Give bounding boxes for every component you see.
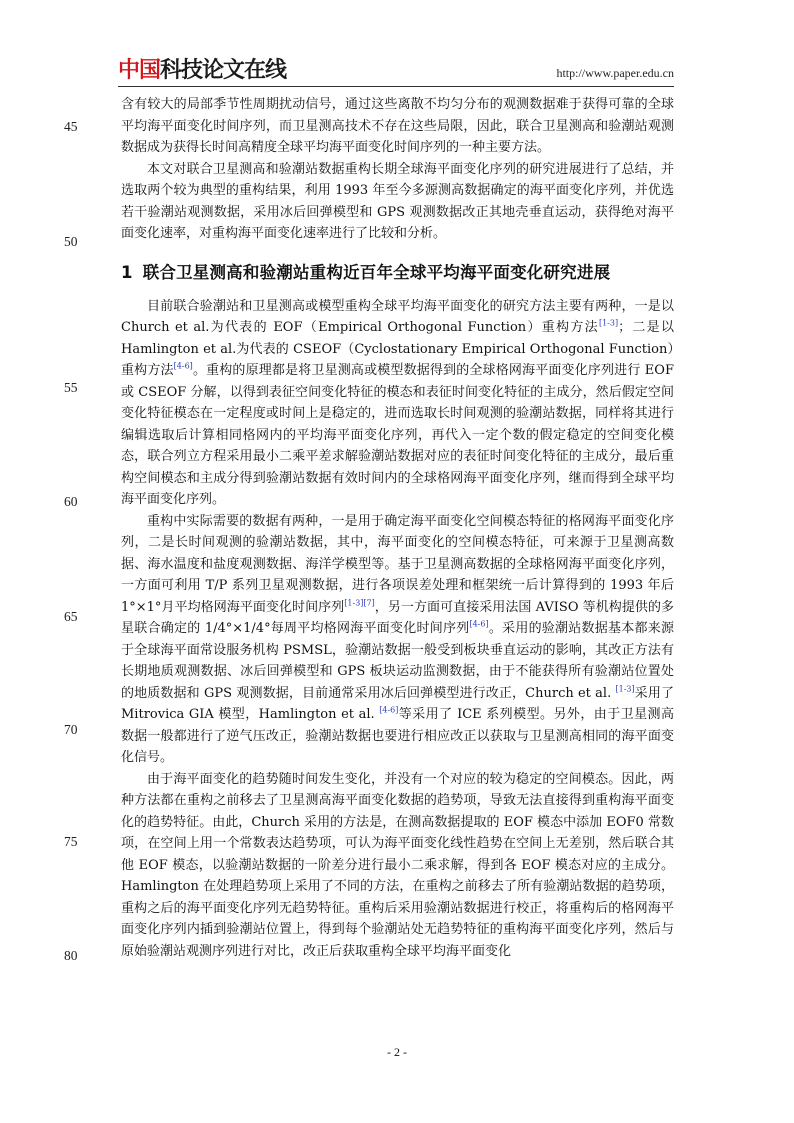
line-number: 45 — [64, 119, 78, 134]
paragraph-methods — [121, 296, 674, 511]
text-run: 目前联合验潮站和卫星测高或模型重构全球平均海平面变化的研究方法主要有两种，一是以 Church et al.为代表的 EOF（Empirical Orthogonal Function）重构方法 — [121, 298, 674, 335]
line-number: 80 — [64, 948, 78, 963]
header-rule — [118, 86, 674, 87]
text-run: 重构中实际需要的数据有两种，一是用于确定海平面变化空间模态特征的格网海平面变化序列，二是长时间观测的验潮站数据，其中，海平面变化的空间模态特征，可来源于卫星测高数据、海水温度和盐度观测数据、海洋学模型等。基于卫星测高数据的全球格网海平面变化序列，一方面可利用 T/P 系列卫星观测数据，进行各项误差处理和框架统一后计算得到的 1993 年后 1°×1°月平均格网海平面变化时间序列 — [121, 513, 674, 615]
text-run: 等采用了 ICE 系列模型。另外，由于卫星测高数据一般都进行了逆气压改正，验潮站数据也要进行相应改正以获取与卫星测高相同的海平面变化信号。 — [121, 707, 674, 765]
text-run: 采用了 Mitrovica GIA 模型，Hamlington et al. — [121, 685, 674, 722]
citation-link[interactable]: [1-3][7] — [344, 598, 375, 608]
line-number: 75 — [64, 834, 78, 849]
paragraph-summary: 本文对联合卫星测高和验潮站数据重构长期全球海平面变化序列的研究进展进行了总结，并选取两个较为典型的重构结果，利用 1993 年至今多源测高数据确定的海平面变化序列，并优选若干验潮站观测数据，采用冰后回弹模型和 GPS 观测数据改正其地壳垂直运动，获得绝对海平面变化速率，对重构海平面变化速率进行了比较和分析。 — [121, 161, 674, 241]
page-number: - 2 - — [387, 1045, 407, 1059]
citation-link[interactable]: [4-6] — [173, 361, 193, 371]
line-number: 60 — [64, 494, 78, 509]
line-number: 50 — [64, 234, 78, 249]
section-number: 1 — [121, 262, 133, 282]
logo-red-text: 中国 — [118, 58, 161, 83]
logo-dark-text: 科技论文在线 — [160, 58, 287, 83]
text-run: 。采用的验潮站数据基本都来源于全球海平面常设服务机构 PSMSL，验潮站数据一般受到板块垂直运动的影响，其改正方法有长期地质观测数据、冰后回弹模型和 GPS 板块运动监测数据，由于不能获得所有验潮站位置处的地质数据和 GPS 观测数据，目前通常采用冰后回弹模型进行改正，Church et al. — [121, 621, 674, 701]
citation-link[interactable]: [4-6] — [379, 705, 399, 715]
paragraph-trend: 由于海平面变化的趋势随时间发生变化，并没有一个对应的较为稳定的空间模态。因此，两种方法都在重构之前移去了卫星测高海平面变化数据的趋势项，导致无法直接得到重构海平面变化的趋势特征。由此，Church 采用的方法是，在测高数据提取的 EOF 模态中添加 EOF0 常数项，在空间上用一个常数表达趋势项，可认为海平面变化线性趋势在空间上无差别，然后联合其他 EOF 模态，以验潮站数据的一阶差分进行最小二乘求解，得到各 EOF 模态对应的主成分。Hamlington 在处理趋势项上采用了不同的方法，在重构之前移去了所有验潮站数据的趋势项，重构之后的海平面变化序列无趋势特征。重构后采用验潮站数据进行校正，将重构后的格网海平面变化序列内插到验潮站位置上，得到每个验潮站处无趋势特征的重构海平面变化序列，然后与原始验潮站观测序列进行对比，改正后获取重构全球平均海平面变化 — [121, 771, 674, 959]
journal-logo — [118, 58, 286, 84]
page-body — [121, 94, 674, 962]
header-url[interactable]: http://www.paper.edu.cn — [556, 66, 674, 80]
paragraph-data — [121, 511, 674, 769]
text-run: ，另一方面可直接采用法国 AVISO 等机构提供的多星联合确定的 1/4°×1/4°每周平均格网海平面变化时间序列 — [121, 599, 675, 636]
line-number: 65 — [64, 609, 78, 624]
paragraph-continued: 含有较大的局部季节性周期扰动信号，通过这些离散不均匀分布的观测数据难于获得可靠的全球平均海平面变化时间序列，而卫星测高技术不存在这些局限，因此，联合卫星测高和验潮站观测数据成为获得长时间高精度全球平均海平面变化时间序列的一种主要方法。 — [121, 97, 674, 155]
citation-link[interactable]: [1-3] — [615, 684, 635, 694]
text-run: 。重构的原理都是将卫星测高或模型数据得到的全球格网海平面变化序列进行 EOF 或 CSEOF 分解，以得到表征空间变化特征的模态和表征时间变化特征的主成分，然后假定空间变化特征模态在一定程度或时间上是稳定的，进而选取长时间观测的验潮站数据，同样将其进行编辑选取后计算相同格网内的平均海平面变化序列，再代入一定个数的假定稳定的空间变化模态，联合列立方程采用最小二乘平差求解验潮站数据对应的表征时间变化特征的主成分，最后重构空间模态和主成分得到验潮站数据有效时间内的全球格网海平面变化序列，继而得到全球平均海平面变化序列。 — [121, 363, 674, 507]
page-header — [118, 58, 674, 86]
section-title: 联合卫星测高和验潮站重构近百年全球平均海平面变化研究进展 — [142, 262, 611, 282]
line-number: 55 — [64, 380, 78, 395]
citation-link[interactable]: [4-6] — [469, 619, 489, 629]
line-number: 70 — [64, 722, 78, 737]
section-heading — [121, 261, 674, 285]
text-run: ；二是以 Hamlington et al.为代表的 CSEOF（Cyclostationary Empirical Orthogonal Function）重构方法 — [121, 320, 674, 378]
citation-link[interactable]: [1-3] — [598, 318, 619, 328]
